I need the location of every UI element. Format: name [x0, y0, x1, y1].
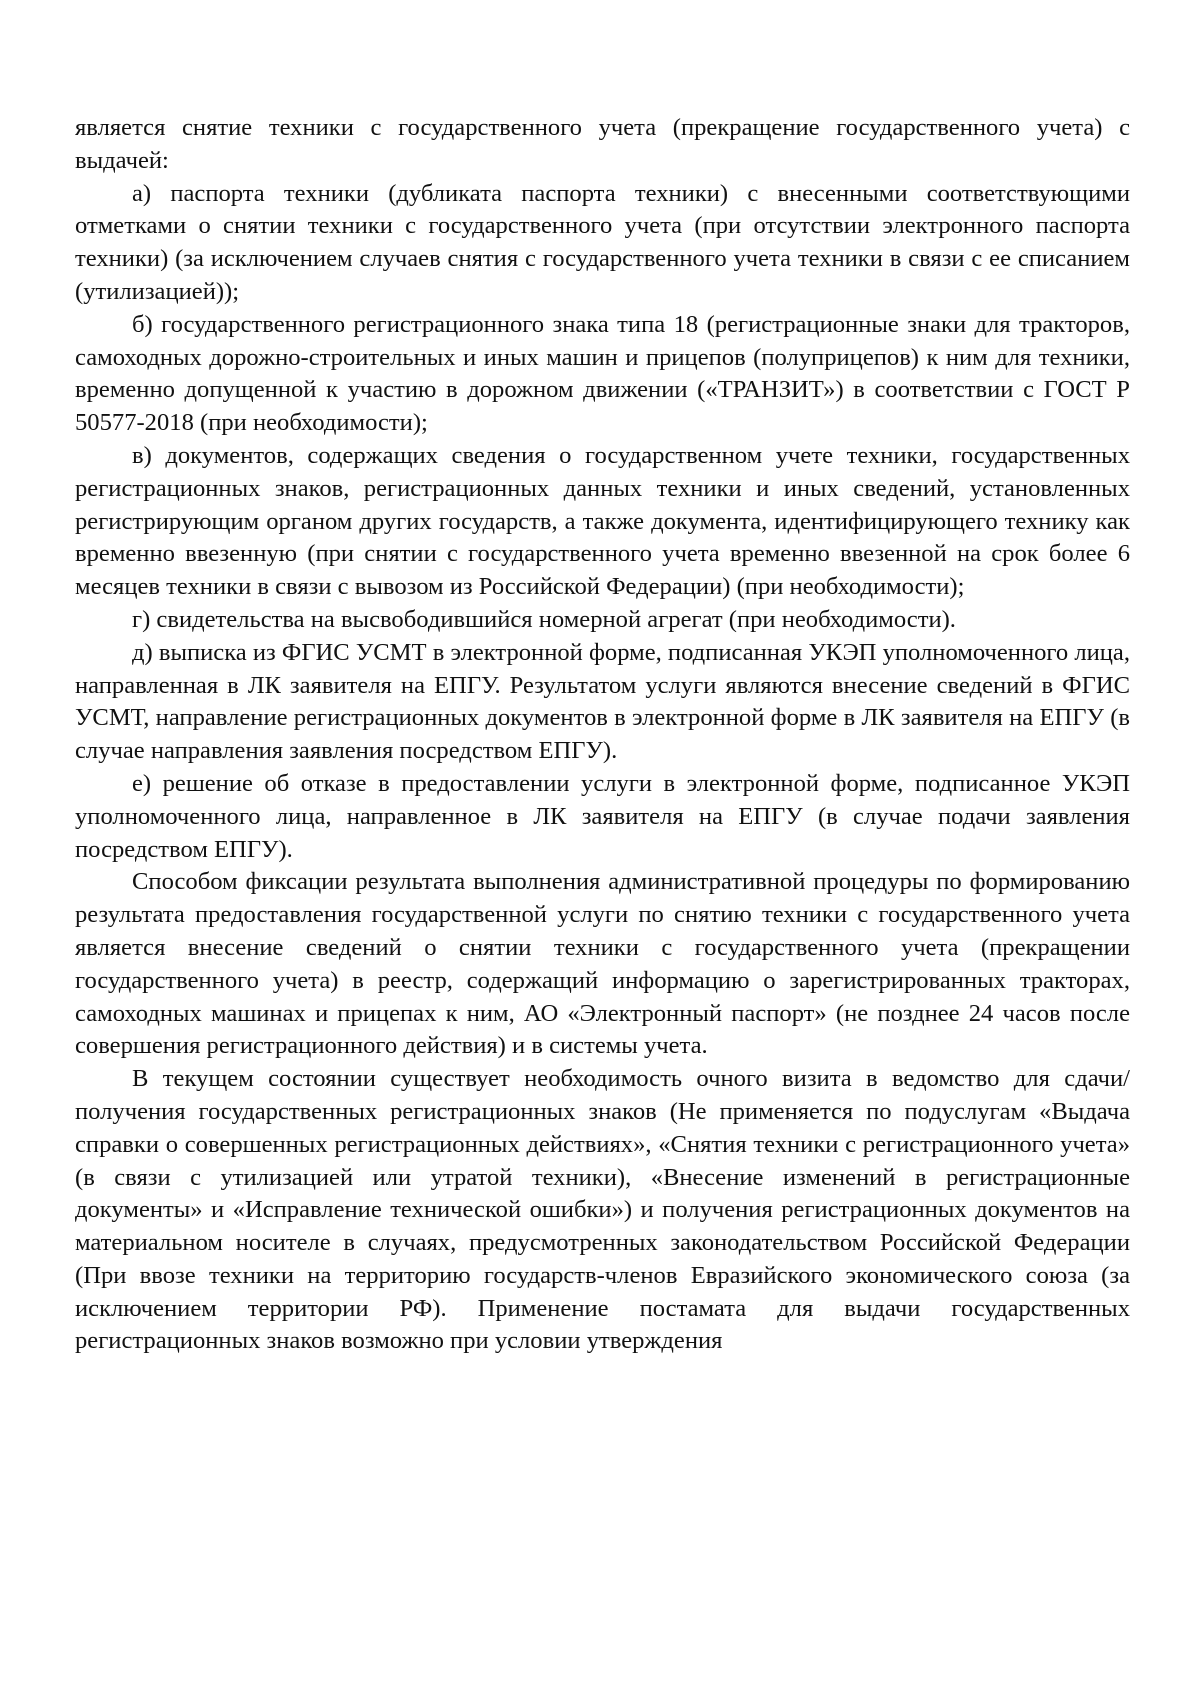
paragraph-item-d: д) выписка из ФГИС УСМТ в электронной форме, подписанная УКЭП уполномоченного лица, направленная в ЛК заявителя на ЕПГУ. Результатом услуги являются внесение сведений в ФГИС УСМТ, направление регистрационных документов в электронной форме в ЛК заявителя на ЕПГУ (в случае направления заявления посредством ЕПГУ).	[75, 638, 1130, 765]
paragraph-item-b: б) государственного регистрационного знака типа 18 (регистрационные знаки для тракторов, самоходных дорожно-строительных и иных машин и прицепов (полуприцепов) к ним для техники, временно допущенной к участию в дорожном движении («ТРАНЗИТ») в соответствии с ГОСТ Р 50577-2018 (при необходимости);	[75, 310, 1130, 437]
paragraph-item-e: е) решение об отказе в предоставлении услуги в электронной форме, подписанное УКЭП уполномоченного лица, направленное в ЛК заявителя на ЕПГУ (в случае подачи заявления посредством ЕПГУ).	[75, 769, 1130, 863]
paragraph-current-state: В текущем состоянии существует необходимость очного визита в ведомство для сдачи/получения государственных регистрационных знаков (Не применяется по подуслугам «Выдача справки о совершенных регистрационных действиях», «Снятия техники с регистрационного учета» (в связи с утилизацией или утратой техники), «Внесение изменений в регистрационные документы» и «Исправление технической ошибки») и получения регистрационных документов на материальном носителе в случаях, предусмотренных законодательством Российской Федерации (При ввозе техники на территорию государств-членов Евразийского экономического союза (за исключением территории РФ). Применение постамата для выдачи государственных регистрационных знаков возможно при условии утверждения	[75, 1065, 1130, 1355]
paragraph-intro: является снятие техники с государственного учета (прекращение государственного учета) с выдачей:	[75, 114, 1130, 174]
paragraph-item-a: а) паспорта техники (дубликата паспорта техники) с внесенными соответствующими отметками о снятии техники с государственного учета (при отсутствии электронного паспорта техники) (за исключением случаев снятия с государственного учета техники в связи с ее списанием (утилизацией));	[75, 179, 1130, 305]
paragraph-fixation-method: Способом фиксации результата выполнения административной процедуры по формированию результата предоставления государственной услуги по снятию техники с государственного учета является внесение сведений о снятии техники с государственного учета (прекращении государственного учета) в реестр, содержащий информацию о зарегистрированных тракторах, самоходных машинах и прицепах к ним, АО «Электронный паспорт» (не позднее 24 часов после совершения регистрационного действия) и в системы учета.	[75, 868, 1130, 1060]
paragraph-item-v: в) документов, содержащих сведения о государственном учете техники, государственных регистрационных знаков, регистрационных данных техники и иных сведений, установленных регистрирующим органом других государств, а также документа, идентифицирующего технику как временно ввезенную (при снятии с государственного учета временно ввезенной на срок более 6 месяцев техники в связи с вывозом из Российской Федерации) (при необходимости);	[75, 441, 1130, 601]
paragraph-item-g: г) свидетельства на высвободившийся номерной агрегат (при необходимости).	[132, 605, 956, 633]
document-page	[75, 112, 1130, 1358]
